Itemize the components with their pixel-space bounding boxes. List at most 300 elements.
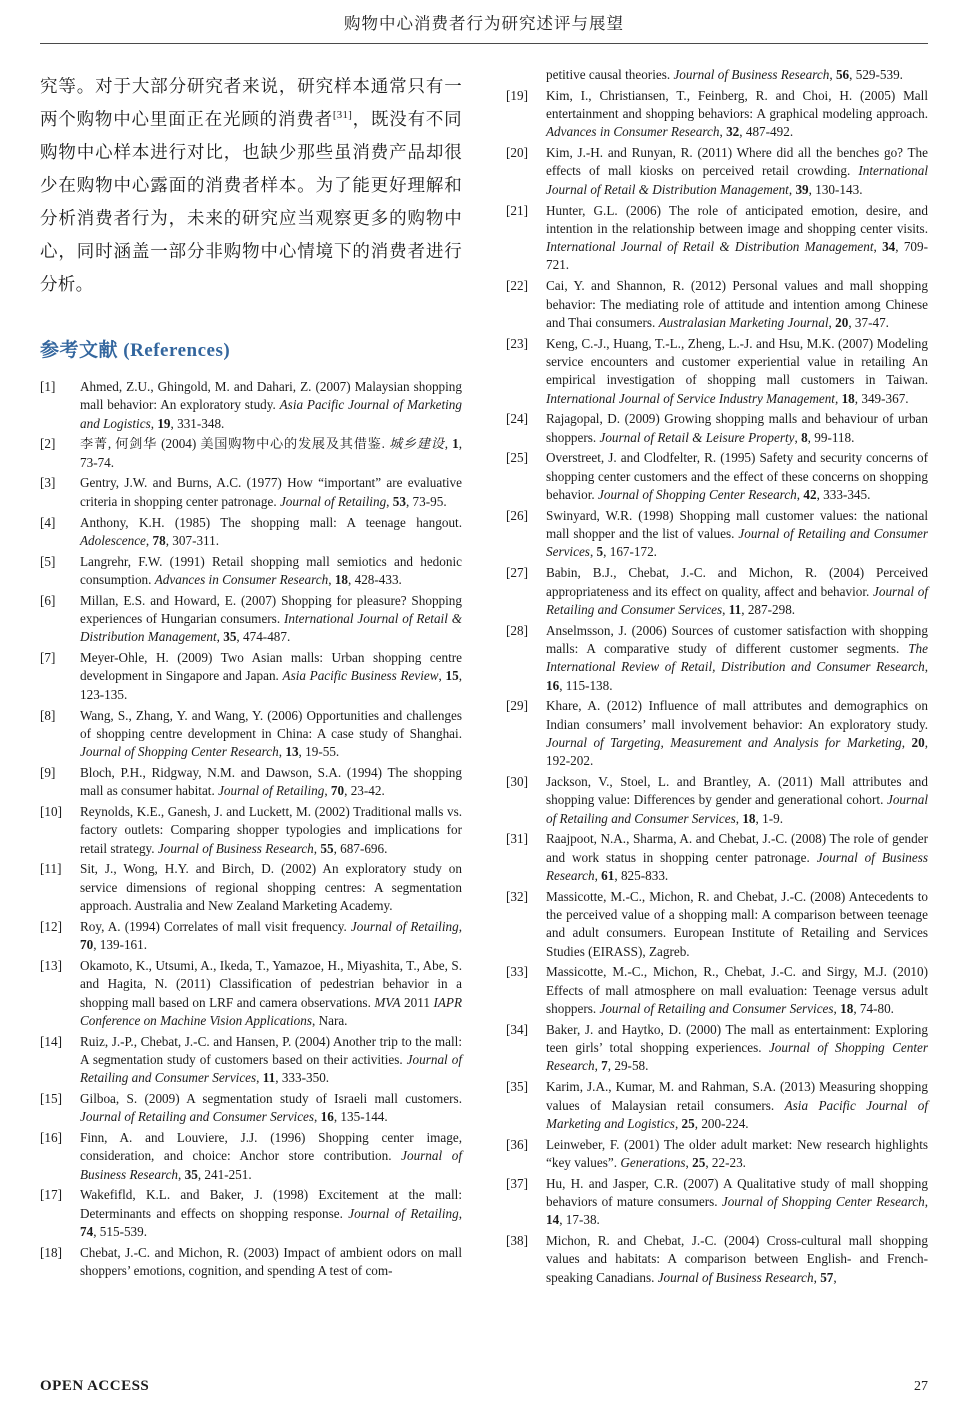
text-segment: , 115-138. (559, 677, 613, 693)
text-segment: , (833, 1269, 837, 1285)
reference-number: [11] (40, 861, 62, 877)
text-segment: , (796, 487, 804, 503)
text-segment: 34 (882, 239, 896, 255)
references-list-left (40, 378, 462, 1280)
text-segment: 78 (152, 532, 166, 548)
text-segment: , (674, 1115, 682, 1131)
reference-text (80, 474, 462, 511)
text-segment: 7 (601, 1058, 608, 1074)
text-segment: Journal of Retailing and Consumer Services (546, 526, 928, 560)
text-segment: Jackson, V., Stoel, L. and Brantley, A. (2011) Mall attributes and shopping value: Differences by gender and generational cohort. (546, 773, 928, 808)
text-segment: , (178, 1166, 185, 1182)
text-segment: , 130-143. (808, 181, 863, 197)
text-segment: , 167-172. (603, 544, 657, 560)
text-segment: Cai, Y. and Shannon, R. (2012) Personal values and mall shopping behavior: The mediating role of attitude and intention among Chinese and Thai consumers. (546, 278, 928, 330)
text-segment: International Journal of Service Industry Management (546, 390, 835, 406)
body-paragraph (40, 70, 462, 301)
text-segment: , (833, 1001, 841, 1017)
reference-number: [28] (506, 622, 528, 638)
reference-item (40, 1186, 462, 1241)
text-segment: Australasian Marketing Journal (658, 314, 829, 330)
text-segment: 57 (820, 1269, 834, 1285)
text-segment: The International Review of Retail, Distribution and Consumer Research (546, 640, 928, 675)
reference-text (546, 1232, 928, 1287)
text-segment: , 487-492. (739, 124, 794, 140)
reference-number: [24] (506, 411, 528, 427)
text-segment: Adolescence (80, 532, 146, 548)
reference-text (546, 66, 928, 84)
text-segment: , 73-74. (80, 436, 462, 470)
text-segment: , 200-224. (694, 1115, 749, 1131)
text-segment: 20 (911, 734, 925, 750)
reference-text (546, 277, 928, 332)
text-segment: , 22-23. (705, 1154, 746, 1170)
text-segment: 15 (445, 668, 459, 684)
text-segment: Kim, J.-H. and Runyan, R. (2011) Where did all the benches go? The effects of mall kiosks on perceived retail crowding. (546, 145, 928, 179)
reference-item (40, 707, 462, 762)
reference-text (80, 1244, 462, 1281)
text-segment: , 29-58. (607, 1058, 649, 1074)
reference-text (546, 963, 928, 1018)
text-segment: Gilboa, S. (2009) A segmentation study of Israeli mall customers. (80, 1090, 462, 1106)
text-segment: Babin, B.J., Chebat, J.-C. and Michon, R. (2004) Perceived appropriateness and its effect on quality, affect and behavior. (546, 565, 928, 599)
reference-item (40, 1090, 462, 1127)
text-segment: , (313, 840, 321, 856)
text-segment: , (444, 436, 453, 452)
text-segment: 39 (795, 181, 809, 197)
text-segment: International Journal of Retail & Distribution Management (546, 163, 928, 197)
text-segment: Journal of Retailing and Consumer Services (599, 1001, 834, 1017)
text-segment: , (788, 181, 796, 197)
text-segment: , (924, 1194, 928, 1210)
text-segment: 35 (184, 1166, 198, 1182)
reference-item (40, 514, 462, 551)
text-segment: Sit, J., Wong, H.Y. and Birch, D. (2002) An exploratory study on service dimensions of regional shopping centres: A segmentation approach. Australia and New Zealand Marketing Academy. (80, 861, 462, 914)
text-segment: Journal of Retailing and Consumer Services (80, 1051, 462, 1086)
reference-item (506, 66, 928, 84)
reference-text (80, 435, 462, 472)
text-segment: , (735, 810, 743, 826)
reference-number: [25] (506, 450, 528, 466)
text-segment: Wakefifld, K.L. and Baker, J. (1998) Excitement at the mall: Determinants and effects on shopping response. (80, 1187, 462, 1221)
text-segment: Journal of Shopping Center Research (721, 1194, 925, 1210)
reference-item (506, 1136, 928, 1173)
text-segment: Raajpoot, N.A., Sharma, A. and Chebat, J.-C. (2008) The role of gender and work status in shopping center patronage. (546, 831, 928, 865)
reference-text (546, 697, 928, 770)
reference-text (546, 1078, 928, 1133)
text-segment: Journal of Retailing (348, 1205, 459, 1221)
text-segment: , 287-298. (741, 601, 796, 617)
text-segment: , (150, 415, 158, 431)
text-segment: Reynolds, K.E., Ganesh, J. and Luckett, M. (2002) Traditional malls vs. factory outlets: Comparing shopper typologies and implications for retail strategy. (80, 804, 462, 856)
text-segment: Journal of Retailing and Consumer Services (546, 792, 928, 826)
reference-text (546, 202, 928, 275)
reference-number: [14] (40, 1033, 62, 1049)
text-segment: Journal of Retailing (218, 783, 325, 799)
reference-item (40, 1129, 462, 1184)
text-segment: , (813, 1269, 821, 1285)
text-segment: Meyer-Ohle, H. (2009) Two Asian malls: Urban shopping centre development in Singapore and Japan. (80, 650, 462, 684)
text-segment: , (256, 1070, 263, 1086)
text-segment: Karim, J.A., Kumar, M. and Rahman, S.A. (2013) Measuring shopping values of Malaysian retail consumers. (546, 1079, 928, 1113)
text-segment: , 349-367. (854, 390, 909, 406)
text-segment: 32 (726, 124, 740, 140)
text-segment: Asia Pacific Journal of Marketing and Logistics (80, 397, 462, 431)
text-segment: Journal of Business Research (657, 1269, 814, 1285)
text-segment: Journal of Business Research (80, 1148, 462, 1182)
reference-text (80, 764, 462, 801)
text-segment: IAPR Conference on Machine Vision Applications (80, 994, 462, 1028)
text-segment: , 474-487. (236, 629, 291, 645)
text-segment: , (924, 659, 928, 675)
reference-item (506, 1175, 928, 1230)
text-segment: Keng, C.-J., Huang, T.-L., Zheng, L.-J. and Hsu, M.K. (2007) Modeling service encounters and customer experiential value in retailing An empirical investigation of shopping mall customers in Taiwan. (546, 335, 928, 388)
text-segment: Langrehr, F.W. (1991) Retail shopping mall semiotics and hedonic consumption. (80, 553, 462, 587)
text-segment: 14 (546, 1212, 560, 1228)
text-segment: Generations (620, 1154, 686, 1170)
text-segment: , (794, 429, 802, 445)
reference-number: [21] (506, 202, 528, 218)
text-segment: Anselmsson, J. (2006) Sources of customer satisfaction with shopping malls: A comparative study of different customer segments. (546, 622, 928, 656)
text-segment: Swinyard, W.R. (1998) Shopping mall customer values: the national mall shopper and the list of values. (546, 507, 928, 542)
reference-number: [15] (40, 1090, 62, 1106)
reference-number: [5] (40, 553, 56, 569)
reference-item (40, 435, 462, 472)
reference-text (80, 378, 462, 433)
text-segment: 25 (681, 1115, 695, 1131)
reference-text (546, 888, 928, 961)
text-segment: , 687-696. (333, 840, 388, 856)
text-segment: , Nara. (311, 1012, 348, 1028)
text-segment: Roy, A. (1994) Correlates of mall visit frequency. (80, 918, 351, 934)
text-segment: Rajagopal, D. (2009) Growing shopping malls and behaviour of urban shoppers. (546, 411, 928, 445)
page-number: 27 (914, 1379, 928, 1394)
text-segment: , 192-202. (546, 734, 928, 769)
reference-item (506, 697, 928, 770)
text-segment: ，既没有不同购物中心样本进行对比，也缺少那些虽消费产品却很少在购物中心露面的消费者样本。为了能更好理解和分析消费者行为，未来的研究应当观察更多的购物中心，同时涵盖一部分非购物中心情境下的消费者进行分析。 (40, 109, 462, 294)
reference-item (506, 622, 928, 695)
page-footer (40, 1378, 928, 1395)
text-segment: Massicotte, M.-C., Michon, R. and Chebat, J.-C. (2008) Antecedents to the perceived value of a shopping mall: A comparison between teenage and adult consumers. European Institute of Retailing and Services Studies (EIRASS), Zagreb. (546, 888, 928, 959)
text-segment: 55 (320, 840, 334, 856)
text-segment: 18 (334, 571, 348, 587)
text-segment: , (458, 1205, 462, 1221)
text-segment: Overstreet, J. and Clodfelter, R. (1995) Safety and security concerns of shopping center customers and the effect of these concerns on shopping behavior. (546, 450, 928, 503)
text-segment: , (828, 314, 836, 330)
text-segment: , 709-721. (546, 239, 928, 273)
text-segment: 13 (285, 744, 299, 760)
text-segment: , (873, 239, 883, 255)
text-segment: MVA (374, 994, 401, 1010)
text-segment: , 37-47. (848, 314, 889, 330)
text-segment: Ahmed, Z.U., Ghingold, M. and Dahari, Z. (2007) Malaysian shopping mall behavior: An exploratory study. (80, 379, 462, 413)
reference-item (506, 963, 928, 1018)
reference-item (40, 553, 462, 590)
text-segment: 53 (392, 493, 406, 509)
text-segment: International Journal of Retail & Distribution Management (546, 239, 874, 255)
text-segment: Chebat, J.-C. and Michon, R. (2003) Impact of ambient odors on mall shoppers’ emotions, cognition, and spending A test of com- (80, 1244, 462, 1279)
text-segment: , 23-42. (344, 783, 385, 799)
text-segment: , (324, 783, 331, 799)
text-segment: , (438, 668, 446, 684)
text-segment: , (314, 1109, 321, 1125)
text-segment: Okamoto, K., Utsumi, A., Ikeda, T., Yamazoe, H., Miyashita, T., Abe, S. and Hagita, N. (2011) Classification of pedestrian behavior in a shopping mall based on LRF and camera observations. (80, 957, 462, 1010)
text-segment: Journal of Business Research (673, 67, 830, 82)
text-segment: , (594, 1058, 602, 1074)
citation-superscript: [31] (332, 109, 353, 122)
text-segment: , 307-311. (165, 532, 220, 548)
text-segment: Bloch, P.H., Ridgway, N.M. and Dawson, S.A. (1994) The shopping mall as consumer habitat. (80, 764, 462, 799)
text-segment: Hu, H. and Jasper, C.R. (2007) A Qualitative study of mall shopping behaviors of mature consumers. (546, 1175, 928, 1210)
reference-number: [33] (506, 964, 528, 980)
reference-number: [27] (506, 565, 528, 581)
text-segment: , (594, 867, 602, 883)
text-segment: Millan, E.S. and Howard, E. (2007) Shopping for pleasure? Shopping experiences of Hungarian consumers. (80, 592, 462, 627)
text-segment: Journal of Retailing (279, 493, 387, 509)
text-segment: , (328, 571, 335, 587)
reference-item (506, 449, 928, 504)
reference-item (40, 592, 462, 647)
reference-number: [4] (40, 514, 56, 530)
reference-text (80, 592, 462, 647)
reference-item (506, 1021, 928, 1076)
text-segment: , 515-539. (93, 1224, 148, 1240)
reference-text (546, 830, 928, 885)
reference-item (506, 773, 928, 828)
text-segment: , (901, 734, 912, 750)
reference-item (40, 957, 462, 1030)
reference-text (546, 410, 928, 447)
reference-number: [2] (40, 436, 56, 452)
reference-item (506, 144, 928, 199)
text-segment: , 19-55. (298, 744, 340, 760)
references-list-right (506, 66, 928, 1287)
text-segment: 11 (262, 1070, 276, 1086)
reference-number: [31] (506, 831, 528, 847)
text-segment: 2011 (400, 994, 434, 1010)
reference-number: [6] (40, 592, 56, 608)
text-segment: , 99-118. (807, 429, 855, 445)
right-column (506, 66, 928, 1290)
text-segment: , 123-135. (80, 668, 462, 702)
reference-text (80, 1129, 462, 1184)
reference-number: [13] (40, 957, 62, 973)
reference-number: [29] (506, 698, 528, 714)
reference-number: [12] (40, 918, 62, 934)
reference-number: [10] (40, 804, 62, 820)
two-column-body (40, 66, 928, 1290)
text-segment: Advances in Consumer Research (546, 124, 720, 140)
text-segment: 35 (223, 629, 237, 645)
text-segment: , 135-144. (333, 1109, 388, 1125)
reference-text (80, 957, 462, 1030)
reference-text (80, 553, 462, 590)
text-segment: 25 (692, 1154, 706, 1170)
reference-number: [30] (506, 773, 528, 789)
reference-text (546, 449, 928, 504)
reference-text (546, 1136, 928, 1173)
text-segment: Journal of Retailing (350, 918, 459, 934)
text-segment: Journal of Retail & Leisure Property (599, 429, 795, 445)
reference-text (546, 564, 928, 619)
text-segment: 74 (80, 1224, 94, 1240)
text-segment: Journal of Retailing and Consumer Services (80, 1109, 315, 1125)
reference-text (80, 918, 462, 955)
text-segment: 56 (835, 67, 850, 82)
text-segment: 42 (803, 487, 817, 503)
text-segment: Journal of Business Research (546, 849, 928, 883)
reference-item (40, 1244, 462, 1281)
reference-text (80, 860, 462, 915)
reference-number: [35] (506, 1079, 528, 1095)
reference-number: [18] (40, 1244, 62, 1260)
text-segment: 8 (801, 429, 808, 445)
text-segment: , (458, 918, 462, 934)
text-segment: Journal of Shopping Center Research (598, 487, 797, 503)
page-header (40, 10, 928, 43)
text-segment: , (589, 544, 597, 560)
text-segment: Baker, J. and Haytko, D. (2000) The mall as entertainment: Exploring teen girls’ total shopping experiences. (546, 1021, 928, 1056)
text-segment: Journal of Shopping Center Research (80, 744, 279, 760)
text-segment: Asia Pacific Journal of Marketing and Logistics (546, 1097, 928, 1131)
reference-text (80, 803, 462, 858)
text-segment: Advances in Consumer Research (154, 571, 329, 587)
reference-item (506, 1232, 928, 1287)
reference-text (80, 514, 462, 551)
header-divider (40, 43, 928, 44)
reference-text (546, 1175, 928, 1230)
reference-item (506, 277, 928, 332)
reference-item (506, 888, 928, 961)
text-segment: , 139-161. (93, 937, 148, 953)
text-segment: , 241-251. (197, 1166, 252, 1182)
text-segment: , 331-348. (170, 415, 225, 431)
reference-number: [9] (40, 764, 56, 780)
text-segment: , 17-38. (559, 1212, 600, 1228)
text-segment: Journal of Business Research (157, 840, 314, 856)
reference-item (506, 1078, 928, 1133)
left-column (40, 66, 462, 1290)
reference-item (40, 860, 462, 915)
text-segment: , 825-833. (614, 867, 669, 883)
text-segment: , (829, 67, 836, 82)
text-segment: 1 (452, 436, 459, 452)
reference-text (80, 649, 462, 704)
text-segment: 18 (742, 810, 756, 826)
text-segment: Khare, A. (2012) Influence of mall attributes and demographics on Indian consumers’ mall involvement behavior: An exploratory study. (546, 698, 928, 732)
text-segment: Ruiz, J.-P., Chebat, J.-C. and Hansen, P. (2004) Another trip to the mall: A segmentation study of customers based on their activities. (80, 1033, 462, 1067)
text-segment: 11 (728, 601, 742, 617)
reference-number: [8] (40, 707, 56, 723)
reference-number: [7] (40, 650, 56, 666)
text-segment: Gentry, J.W. and Burns, A.C. (1977) How “important” are evaluative criteria in shopping center patronage. (80, 475, 462, 509)
text-segment: Kim, I., Christiansen, T., Feinberg, R. and Choi, H. (2005) Mall entertainment and shopping behaviors: A graphical modeling approach. (546, 87, 928, 122)
text-segment: 18 (841, 390, 855, 406)
reference-item (40, 803, 462, 858)
text-segment: International Journal of Retail & Distribution Management (80, 611, 462, 645)
text-segment: Journal of Retailing and Consumer Services (546, 583, 928, 617)
reference-number: [20] (506, 145, 528, 161)
text-segment: , (278, 744, 286, 760)
reference-number: [3] (40, 475, 56, 491)
text-segment: , (145, 532, 153, 548)
text-segment: , (722, 601, 729, 617)
text-segment: , 73-95. (405, 493, 447, 509)
text-segment: 61 (601, 867, 615, 883)
text-segment: 16 (546, 677, 560, 693)
reference-number: [26] (506, 507, 528, 523)
reference-number: [36] (506, 1136, 528, 1152)
reference-number: [22] (506, 278, 528, 294)
reference-number: [34] (506, 1021, 528, 1037)
reference-item (40, 1033, 462, 1088)
text-segment: Journal of Targeting, Measurement and Analysis for Marketing (546, 734, 902, 750)
reference-item (40, 649, 462, 704)
reference-number: [17] (40, 1187, 62, 1203)
reference-number: [1] (40, 379, 56, 394)
reference-item (40, 918, 462, 955)
reference-number: [19] (506, 87, 528, 103)
reference-item (506, 410, 928, 447)
text-segment: Massicotte, M.-C., Michon, R., Chebat, J.-C. and Sirgy, M.J. (2010) Effects of mall atmosphere on mall evaluation: Teenage versus adult shoppers. (546, 964, 928, 1017)
reference-text (546, 87, 928, 142)
reference-text (546, 773, 928, 828)
text-segment: , 1-9. (755, 810, 783, 826)
text-segment: , (719, 124, 727, 140)
reference-item (40, 378, 462, 433)
open-access-label: OPEN ACCESS (40, 1378, 150, 1394)
reference-item (506, 335, 928, 408)
text-segment: , (386, 493, 393, 509)
text-segment: Wang, S., Zhang, Y. and Wang, Y. (2006) Opportunities and challenges of shopping centre development in China: A case study of Shanghai. (80, 707, 462, 741)
reference-number (506, 66, 546, 84)
text-segment: , 529-539. (849, 67, 903, 82)
reference-item (506, 87, 928, 142)
reference-number: [16] (40, 1130, 62, 1146)
reference-item (506, 830, 928, 885)
reference-number: [23] (506, 335, 528, 351)
text-segment: 70 (330, 783, 345, 799)
text-segment: , 333-350. (275, 1070, 330, 1086)
text-segment: Hunter, G.L. (2006) The role of anticipated emotion, desire, and intention in the relationship between image and shopping center visits. (546, 202, 928, 236)
text-segment: , (834, 390, 842, 406)
reference-text (546, 144, 928, 199)
text-segment: , (216, 629, 224, 645)
reference-text (80, 1186, 462, 1241)
text-segment: , 74-80. (853, 1001, 894, 1017)
text-segment: 18 (840, 1001, 854, 1017)
reference-item (40, 474, 462, 511)
text-segment: 19 (157, 415, 171, 431)
text-segment: , 333-345. (816, 487, 871, 503)
text-segment: 16 (320, 1109, 334, 1125)
reference-text (546, 1021, 928, 1076)
reference-text (546, 507, 928, 562)
reference-text (546, 335, 928, 408)
reference-text (80, 1090, 462, 1127)
text-segment: , (685, 1154, 693, 1170)
reference-item (506, 202, 928, 275)
page-title: 购物中心消费者行为研究述评与展望 (344, 14, 624, 33)
reference-item (40, 764, 462, 801)
reference-text (80, 707, 462, 762)
text-segment: 城乡建设 (388, 436, 445, 452)
reference-item (506, 564, 928, 619)
reference-item (506, 507, 928, 562)
reference-number: [38] (506, 1233, 528, 1249)
text-segment: petitive causal theories. (546, 67, 674, 82)
reference-text (80, 1033, 462, 1088)
